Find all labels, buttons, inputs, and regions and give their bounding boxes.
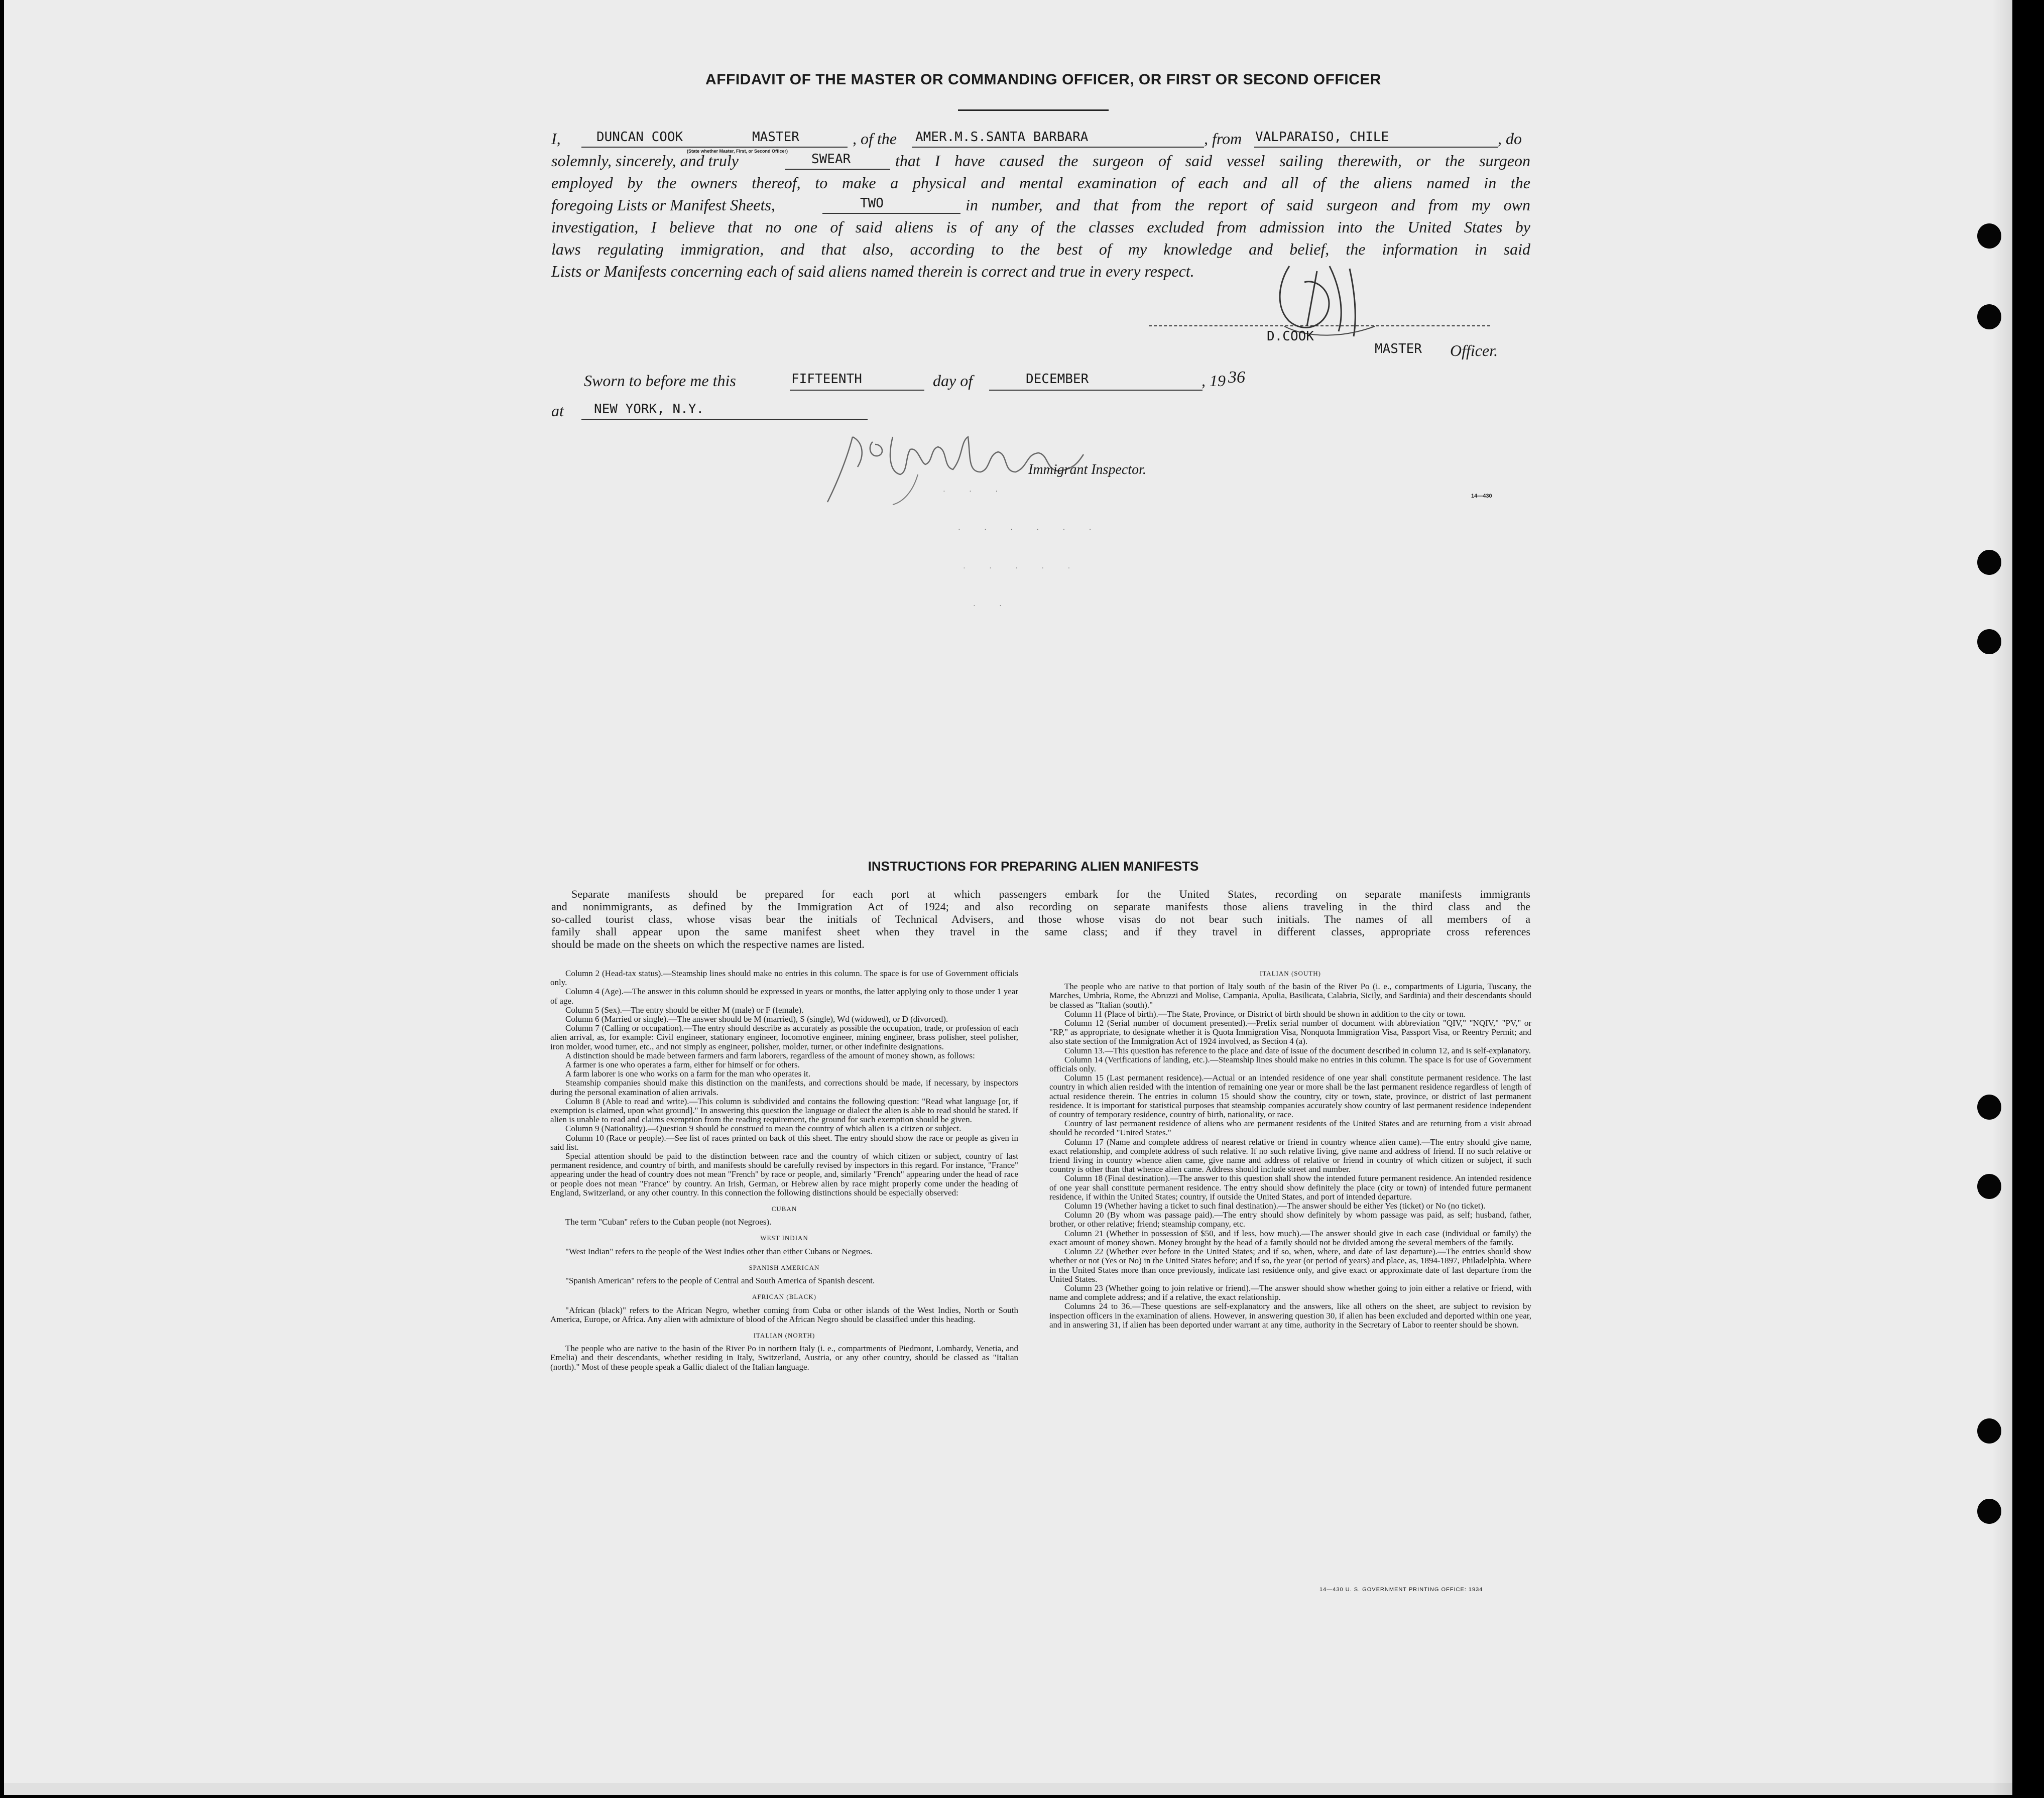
sworn-month-blank (989, 390, 1203, 391)
inspector-label: Immigrant Inspector. (1028, 462, 1146, 477)
instruction-paragraph: Column 2 (Head-tax status).—Steamship lines should make no entries in this column. The space is for use of Government officials only. (550, 969, 1018, 988)
instruction-paragraph: Column 11 (Place of birth).—The State, Province, or District of birth should be shown in addition to the city or town. (1064, 1009, 1466, 1019)
intro-line-1: Separate manifests should be prepared for each port at which passengers embark for the United States, recording on separate manifests immigrants (571, 888, 1530, 900)
port-blank (1254, 147, 1498, 148)
african-heading: AFRICAN (BLACK) (752, 1293, 817, 1301)
pronoun-label: I, (551, 130, 561, 148)
binder-hole (1977, 304, 2001, 329)
affidavit-line-5: investigation, I believe that no one of said aliens is of any of the classes excluded from admission into the United States by (551, 218, 1530, 236)
intro-line-2: and nonimmigrants, as defined by the Immigration Act of 1924; and also recording on separate manifests those aliens traveling in the third class and the (551, 900, 1530, 913)
officer-name: DUNCAN COOK (596, 130, 683, 145)
cuban-heading: CUBAN (771, 1205, 797, 1213)
oath-line-start: solemnly, sincerely, and truly (551, 152, 739, 170)
intro-line-4: family shall appear upon the same manifest sheet when they travel in the same class; and if they travel in different classes, appropriate cross references (551, 925, 1530, 938)
instruction-paragraph: Column 7 (Calling or occupation).—The entry should describe as accurately as possible the occupation, trade, or profession of each alien arrival, as, for example: Civil engineer, stationary engineer, locomotive engineer, mining engineer, brass polisher, steel polisher, iron molder, wood turner, etc., and not simply as engineer, polisher, molder, turner, or other indefinite designations. (550, 1023, 1018, 1051)
italian-north-text: The people who are native to the basin of the River Po in northern Italy (i. e., compartments of Piedmont, Lombardy, Venetia, and Emelia) and their descendants, whether residing in Italy, Switzerland, Austria, or any other country, should be classed as "Italian (north)." Most of these people speak a Gallic dialect of the Italian language. (550, 1344, 1018, 1372)
sworn-month: DECEMBER (1026, 372, 1089, 387)
instruction-paragraph: Column 13.—This question has reference to the place and date of issue of the document described in column 12, and is self-explanatory. (1064, 1045, 1531, 1055)
affidavit-line-6: laws regulating immigration, and that also, according to the best of my knowledge and belief, the information in said (551, 240, 1530, 258)
instruction-paragraph: Column 22 (Whether ever before in the United States; and if so, when, where, and date of last departure).—The entries should show whether or not (Yes or No) in the United States before; and if so, the year (or period of years) and place, as, 1894-1897, Philadelphia. Where in the United States more than once previously, indicate last residence only, and give exact or approximate date of last departure from the United States. (1049, 1247, 1531, 1284)
title-rule (958, 109, 1109, 111)
year-prefix: , 19 (1201, 372, 1226, 390)
binder-hole (1977, 1095, 2001, 1120)
officer-blank (581, 147, 848, 148)
day-of-label: day of (933, 372, 973, 390)
page-bottom-edge (4, 1783, 2012, 1795)
instruction-paragraph: A farmer is one who operates a farm, either for himself or for others. (565, 1060, 800, 1070)
officer-rank: MASTER (752, 130, 799, 145)
sheet-count: TWO (860, 196, 884, 211)
signature-rank: MASTER (1375, 341, 1422, 356)
signature-typed-name: D.COOK (1267, 329, 1314, 344)
intro-line-3: so-called tourist class, whose visas bear the initials of Technical Advisers, and those whose visas do not bear such initials. The names of all members of a (551, 913, 1530, 925)
sworn-year: 36 (1228, 368, 1245, 387)
instruction-paragraph: Column 12 (Serial number of document presented).—Prefix serial number of document with abbreviation "QIV," "NQIV," "PV," or "RP," as appropriate, to designate whether it is Quota Immigration Visa, Nonquota Immigration Visa, Passport Visa, or Reentry Permit; and also state section of the Immigration Act of 1924 involved, as Section 4 (a). (1049, 1018, 1531, 1046)
binder-hole (1977, 550, 2001, 575)
instruction-paragraph: Special attention should be paid to the distinction between race and the country of which citizen or subject, country of last permanent residence, and country of birth, and manifests should be carefully revised by inspectors in this regard. For instance, "France" appearing under the head of country does not mean "French" by race or people, and, similarly "French" appearing under the head of race or people does not mean "France" by country. An Irish, German, or Hebrew alien by race might properly come under the heading of England, Switzerland, or any other country. In this connection the following distinctions should be especially observed: (550, 1151, 1018, 1197)
instruction-paragraph: Columns 24 to 36.—These questions are self-explanatory and the answers, like all others on the sheet, are subject to revision by inspection officers in the examination of aliens. However, in answering question 30, if alien has been excluded and deported within one year, and in answering 31, if alien has been deported under warrant at any time, authority in the Secretary of Labor to reenter should be shown. (1049, 1301, 1531, 1330)
instruction-paragraph: Column 10 (Race or people).—See list of races printed on back of this sheet. The entry should show the race or people as given in said list. (550, 1133, 1018, 1152)
instruction-paragraph: Column 6 (Married or single).—The answer should be M (married), S (single), Wd (widowed), or D (divorced). (565, 1014, 948, 1024)
location-blank (581, 419, 868, 420)
binder-hole (1977, 1174, 2001, 1199)
intro-line-5: should be made on the sheets on which the respective names are listed. (551, 938, 865, 950)
paper-specks: · · (973, 603, 1013, 610)
form-number: 14—430 (1471, 493, 1492, 499)
binder-hole (1977, 1418, 2001, 1444)
vessel-name: AMER.M.S.SANTA BARBARA (915, 130, 1089, 145)
rank-note: (State whether Master, First, or Second Officer) (687, 149, 788, 154)
affidavit-line-7: Lists or Manifests concerning each of said aliens named therein is correct and true in every respect. (551, 262, 1194, 280)
binder-hole (1977, 223, 2001, 249)
instruction-paragraph: Column 23 (Whether going to join relative or friend).—The answer should show whether going to join either a relative or friend, with name and complete address; and if a relative, the exact relationship. (1049, 1283, 1531, 1302)
at-label: at (551, 402, 564, 420)
instruction-paragraph: Country of last permanent residence of aliens who are permanent residents of the United States and are returning from a visit abroad should be recorded "United States." (1049, 1119, 1531, 1138)
signature-line (1149, 325, 1490, 326)
instruction-paragraph: A distinction should be made between farmers and farm laborers, regardless of the amount of money shown, as follows: (565, 1050, 975, 1060)
vessel-blank (912, 147, 1204, 148)
oath-type: SWEAR (811, 152, 851, 167)
african-text: "African (black)" refers to the African Negro, whether coming from Cuba or other islands of the West Indies, North or South America, Europe, or Africa. Any alien with admixture of blood of the African Negro should be classified under this heading. (550, 1305, 1018, 1324)
affidavit-line-3: employed by the owners thereof, to make a physical and mental examination of each and all of the aliens named in the (551, 174, 1530, 192)
from-label: , from (1204, 130, 1242, 148)
instruction-paragraph: Column 15 (Last permanent residence).—Actual or an intended residence of one year shall constitute permanent residence. The last country in which alien resided with the intention of remaining one year or more shall be the last permanent residence regardless of length of actual residence therein. The entries in column 15 should show the country, city or town, state, province, or district of last permanent residence. It is important for statistical purposes that steamship companies accurately show country of last permanent residence independent of country of temporary residence, country of birth, nationality, or race. (1049, 1073, 1531, 1120)
instruction-paragraph: Column 5 (Sex).—The entry should be either M (male) or F (female). (565, 1005, 804, 1015)
binding-shadow (1992, 0, 2012, 1795)
oath-blank (785, 169, 890, 170)
printing-office-note: 14—430 U. S. GOVERNMENT PRINTING OFFICE: 1934 (1319, 1587, 1483, 1593)
binder-hole (1977, 1499, 2001, 1524)
instruction-paragraph: Column 8 (Able to read and write).—This column is subdivided and contains the following question: "Read what language [or, if exemption is claimed, upon what ground]." In answering this question the language or dialect the alien is able to read should be stated. If alien is unable to read and claims exemption from the reading requirement, the ground for such exemption should be given. (550, 1096, 1018, 1125)
west-indian-heading: WEST INDIAN (760, 1234, 808, 1242)
sheets-line-end: in number, and that from the report of said surgeon and from my own (966, 196, 1530, 214)
oath-line-end: that I have caused the surgeon of said vessel sailing therewith, or the surgeon (895, 152, 1530, 170)
instruction-paragraph: Column 9 (Nationality).—Question 9 should be construed to mean the country of which alien is a citizen or subject. (565, 1124, 961, 1134)
sworn-location: NEW YORK, N.Y. (594, 402, 704, 417)
document-page (4, 0, 2012, 1795)
west-indian-text: "West Indian" refers to the people of the West Indies other than either Cubans or Negroes. (565, 1246, 873, 1256)
instruction-paragraph: Steamship companies should make this distinction on the manifests, and corrections should be made, if necessary, by inspectors during the personal examination of alien arrivals. (550, 1078, 1018, 1097)
sheets-blank (822, 213, 960, 214)
instructions-left-column (550, 969, 1018, 1372)
sworn-day-blank (790, 390, 924, 391)
cuban-text: The term "Cuban" refers to the Cuban people (not Negroes). (565, 1217, 772, 1227)
italian-north-heading: ITALIAN (NORTH) (753, 1331, 815, 1339)
sheets-line-start: foregoing Lists or Manifest Sheets, (551, 196, 775, 214)
italian-south-heading: ITALIAN (SOUTH) (1260, 970, 1321, 977)
instruction-paragraph: The people who are native to that portion of Italy south of the basin of the River Po (i. e., compartments of Liguria, Tuscany, the Marches, Umbria, Rome, the Abruzzi and Molise, Campania, Apulia, Basilicata, Calabria, Sicily, and Sardinia) and their descendants should be classed as "Italian (south)." (1049, 982, 1531, 1010)
sworn-label: Sworn to before me this (584, 372, 736, 390)
paper-specks: · · · · · (963, 565, 1081, 572)
instruction-paragraph: Column 17 (Name and complete address of nearest relative or friend in country whence alien came).—The entry should give name, exact relationship, and complete address of such relative. If no such relative living, give name and address of friend. If no such relative or friend living in country whence alien came, give name and address of relative or friend in country of which citizen or subject, if such country is other than that whence alien came. Address should include street and number. (1049, 1137, 1531, 1174)
instruction-paragraph: Column 19 (Whether having a ticket to such final destination).—The answer should be either Yes (ticket) or No (no ticket). (1064, 1201, 1486, 1211)
instruction-paragraph: Column 21 (Whether in possession of $50, and if less, how much).—The answer should give in each case (individual or family) the exact amount of money shown. Money brought by the head of a family should not be divided among the several members of the family. (1049, 1228, 1531, 1247)
spanish-american-heading: SPANISH AMERICAN (749, 1263, 820, 1271)
instruction-paragraph: Column 20 (By whom was passage paid).—The entry should show definitely by whom passage was paid, as self; husband, father, brother, or other relative; friend; steamship company, etc. (1049, 1210, 1531, 1229)
instruction-paragraph: A farm laborer is one who works on a farm for the man who operates it. (565, 1069, 811, 1079)
paper-specks: · · · (943, 488, 1009, 496)
do-label: , do (1498, 130, 1522, 148)
officer-suffix: Officer. (1450, 341, 1498, 359)
paper-specks: · · · · · · (958, 526, 1103, 534)
affidavit-title: AFFIDAVIT OF THE MASTER OR COMMANDING OFFICER, OR FIRST OR SECOND OFFICER (705, 71, 1381, 88)
of-the-label: , of the (853, 130, 897, 148)
spanish-american-text: "Spanish American" refers to the people of Central and South America of Spanish descent. (565, 1276, 875, 1286)
departure-port: VALPARAISO, CHILE (1255, 130, 1389, 145)
instruction-paragraph: Column 4 (Age).—The answer in this column should be expressed in years or months, the latter applying only to those under 1 year of age. (550, 987, 1018, 1006)
instructions-right-column (1049, 969, 1531, 1330)
binder-hole (1977, 629, 2001, 654)
instruction-paragraph: Column 18 (Final destination).—The answer to this question shall show the intended future permanent residence. An intended residence of one year shall constitute permanent residence. The entry should show definitely the place (city or town) of intended future permanent residence, if within the United States; country, if outside the United States, and port of intended departure. (1049, 1173, 1531, 1202)
instruction-paragraph: Column 14 (Verifications of landing, etc.).—Steamship lines should make no entries in this column. The space is for use of Government officials only. (1049, 1054, 1531, 1074)
instructions-title: INSTRUCTIONS FOR PREPARING ALIEN MANIFESTS (868, 859, 1199, 874)
sworn-day: FIFTEENTH (791, 372, 862, 387)
